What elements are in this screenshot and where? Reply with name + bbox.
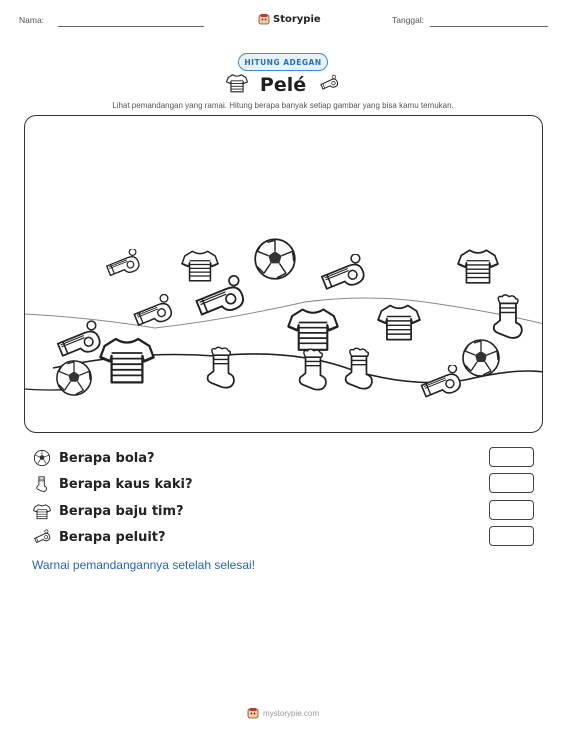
answer-box-jerseys[interactable] xyxy=(489,500,534,520)
jersey-item xyxy=(377,301,421,343)
whistle-item xyxy=(53,319,105,363)
storypie-logo-icon xyxy=(258,10,270,29)
question-jerseys xyxy=(32,500,537,522)
answer-box-whistles[interactable] xyxy=(489,526,534,546)
question-whistles xyxy=(32,526,537,548)
whistle-item xyxy=(103,249,143,279)
brand xyxy=(258,10,321,29)
brand-name: Storypie xyxy=(273,14,321,25)
sock-icon xyxy=(32,474,52,494)
date-field[interactable] xyxy=(430,26,548,27)
question-text: Berapa baju tim? xyxy=(59,503,184,519)
jersey-item xyxy=(457,246,499,286)
footer-url: mystorypie.com xyxy=(262,709,319,718)
coloring-note: Warnai pemandangannya setelah selesai! xyxy=(32,558,256,572)
whistle-item xyxy=(130,294,176,330)
title-row xyxy=(0,73,566,97)
ball-icon xyxy=(32,448,52,468)
jersey-item xyxy=(99,334,155,386)
whistle-item xyxy=(317,254,369,294)
question-socks xyxy=(32,473,537,495)
ball-item xyxy=(253,237,297,281)
storypie-logo-icon xyxy=(247,704,259,723)
sock-item xyxy=(491,291,525,343)
whistle-icon xyxy=(32,527,52,547)
instructions: Lihat pemandangan yang ramai. Hitung berapa banyak setiap gambar yang bisa kamu temukan. xyxy=(112,101,454,110)
answer-box-balls[interactable] xyxy=(489,447,534,467)
answer-box-socks[interactable] xyxy=(489,473,534,493)
whistle-item xyxy=(191,275,249,321)
activity-badge: HITUNG ADEGAN xyxy=(238,53,328,71)
question-text: Berapa peluit? xyxy=(59,529,166,545)
jersey-icon xyxy=(226,73,248,97)
count-scene xyxy=(24,115,543,433)
footer xyxy=(0,704,566,723)
question-balls xyxy=(32,447,537,469)
jersey-icon xyxy=(32,501,52,521)
question-text: Berapa kaus kaki? xyxy=(59,476,193,492)
ball-item xyxy=(55,359,93,397)
sock-item xyxy=(343,344,375,394)
whistle-icon xyxy=(318,74,340,96)
date-label: Tanggal: xyxy=(392,15,425,25)
sock-item xyxy=(297,344,329,396)
whistle-item xyxy=(417,365,465,401)
page-title: Pelé xyxy=(259,74,307,96)
ball-item xyxy=(461,338,501,378)
question-text: Berapa bola? xyxy=(59,450,155,466)
sock-item xyxy=(205,344,237,392)
name-field[interactable] xyxy=(58,26,204,27)
name-label: Nama: xyxy=(19,15,45,25)
